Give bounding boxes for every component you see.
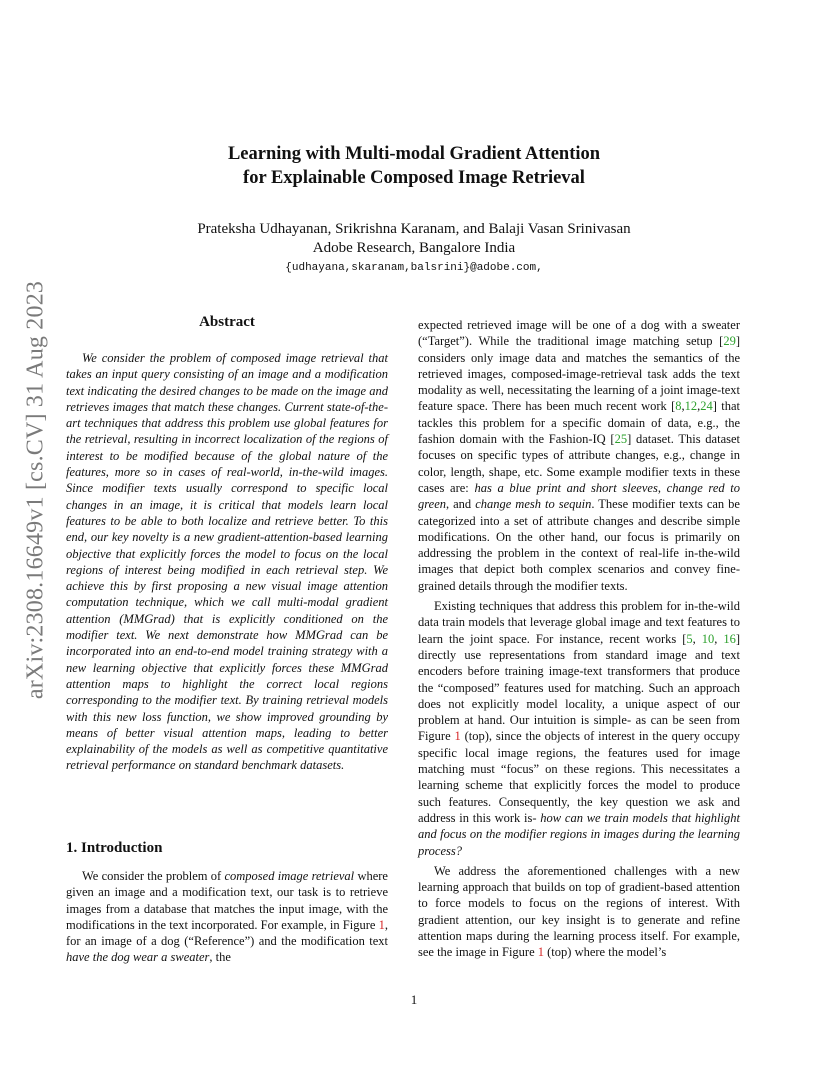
citation-link[interactable]: 25 <box>614 432 628 447</box>
right-column <box>418 317 740 961</box>
page-number: 1 <box>410 992 418 1007</box>
affiliation-line: Adobe Research, Bangalore India <box>312 240 516 256</box>
citation-link[interactable]: 16 <box>723 631 736 646</box>
intro-heading: 1. Introduction <box>66 840 163 856</box>
paper-title <box>0 142 828 190</box>
right-paragraph-2: Existing techniques that address this problem for in-the-wild data train models that leverage global image and text features to learn the joint space. For instance, recent works [5, 10, 16] directly use representations from standard image and text encoders before training image-text transformers that produce the “composed” features used for matching. Such an approach does not explicitly model locality, a unique aspect of our problem at hand. Our intuition is simple- as can be seen from Figure 1 (top), since the objects of interest in the query occupy specific local image regions, the features used for image matching must “focus” on these regions. This necessitates a learning scheme that explicitly forces the model to produce such features. Consequently, the key question we ask and address in this work is- how can we train models that highlight and focus on the modifier regions in images during the learning process? <box>418 599 741 858</box>
citation-link[interactable]: 10 <box>701 631 715 646</box>
right-paragraph-3: We address the aforementioned challenges with a new learning approach that builds on top of gradient-based attention to force models to focus on the regions of interest. With gradient attention, our key insight is to generate and refine attention maps during the learning process itself. For example, see the image in Figure 1 (top) where the model’s <box>418 863 740 960</box>
abstract-paragraph: We consider the problem of composed image retrieval that takes an input query consisting of an image and a modification text indicating the desired changes to be made on the image and retrieves images that match these changes. Current state-of-the-art techniques that address this problem use global features for the retrieval, resulting in incorrect localization of the regions of interest to be modified because of the global nature of the features, more so in cases of real-world, in-the-wild images. Since modifier texts usually correspond to specific local changes in an image, it is critical that models learn local features to be able to both localize and retrieve better. To this end, our key novelty is a new gradient-attention-based learning objective that explicitly forces the model to focus on the local regions of interest being modified in each retrieval step. We achieve this by first proposing a new visual image attention computation technique, which we call multi-modal gradient attention (MMGrad) that is explicitly conditioned on the modifier text. We next demonstrate how MMGrad can be incorporated into an end-to-end model training strategy with a new learning objective that explicitly forces these MMGrad attention maps to highlight the correct local regions corresponding to the modifier text. By training retrieval models with this new loss function, we show improved grounding by means of better visual attention maps, leading to better explainability of the models as well as competitive quantitative retrieval performance on standard benchmark datasets. <box>66 351 388 773</box>
abstract-text <box>66 350 388 774</box>
citation-link[interactable]: 29 <box>723 334 736 349</box>
intro-text <box>66 868 388 966</box>
right-paragraph-1: expected retrieved image will be one of a dog with a sweater (“Target”). While the traditional image matching setup [29] considers only image data and matches the semantics of the retrieved images, composed-image-retrieval task adds the text modality as well, necessitating the learning of a joint image-text feature space. There has been much recent work [8,12,24] that tackles this problem for a specific domain of data, e.g., the fashion domain with the Fashion-IQ [25] dataset. This dataset focuses on specific types of attribute changes, e.g., change in color, length, shape, etc. Some example modifier texts in these cases are: has a blue print and short sleeves, change red to green, and change mesh to sequin. These modifier texts can be categorized into a set of attribute changes and describe simple modifications. On the other hand, our focus is primarily on addressing the problem in the context of real-life in-the-wild images that depict both complex scenarios and convey fine-grained details through the modifier texts. <box>418 318 741 593</box>
abstract-heading: Abstract <box>199 314 255 330</box>
arxiv-stamp: arXiv:2308.16649v1 [cs.CV] 31 Aug 2023 <box>22 280 49 700</box>
citation-link[interactable]: 24 <box>700 399 713 414</box>
figure-ref[interactable]: 1 <box>378 917 385 932</box>
email-line: {udhayana,skaranam,balsrini}@adobe.com, <box>285 262 543 274</box>
authors-line: Prateksha Udhayanan, Srikrishna Karanam, and Balaji Vasan Srinivasan <box>197 221 631 237</box>
authors-block <box>0 220 828 258</box>
figure-ref[interactable]: 1 <box>454 729 461 744</box>
intro-paragraph: We consider the problem of composed image retrieval where given an image and a modification text, our task is to retrieve images from a database that matches the input image, with the modifications in the text incorporated. For example, in Figure 1, for an image of a dog (“Reference”) and the modification text have the dog wear a sweater, the <box>66 869 388 965</box>
figure-ref[interactable]: 1 <box>537 945 545 960</box>
title-line-2: for Explainable Composed Image Retrieval <box>243 168 585 188</box>
citation-link[interactable]: 12 <box>684 399 698 414</box>
citation-link[interactable]: 5 <box>686 631 693 646</box>
citation-link[interactable]: 8 <box>675 399 682 414</box>
title-line-1: Learning with Multi-modal Gradient Attention <box>227 144 601 164</box>
